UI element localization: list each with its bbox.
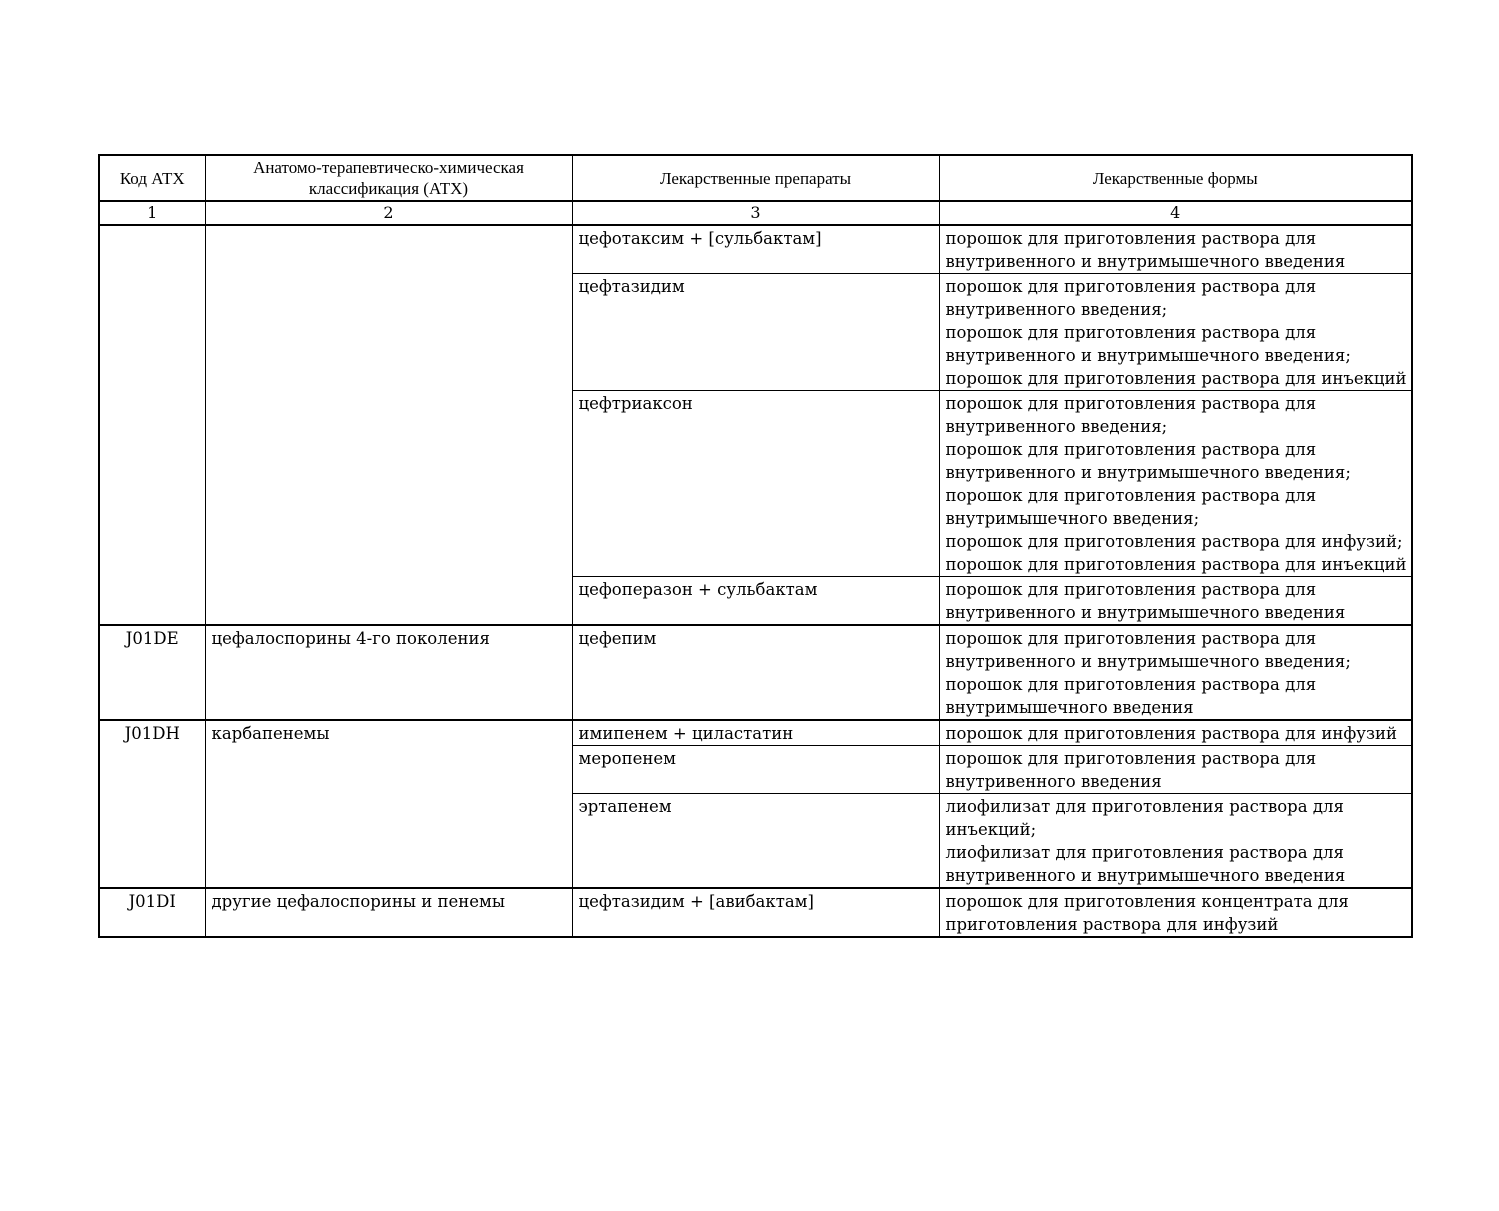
forms-cell bbox=[939, 888, 1412, 937]
forms-cell bbox=[939, 746, 1412, 794]
drug-cell: цефотаксим + [сульбактам] bbox=[572, 225, 939, 274]
form-line: внутримышечного введения; bbox=[945, 509, 1200, 528]
form-line: порошок для приготовления раствора для bbox=[945, 394, 1317, 413]
form-line: внутривенного введения; bbox=[945, 417, 1168, 436]
drug-cell: цефтазидим bbox=[572, 274, 939, 391]
header-dosage-forms: Лекарственные формы bbox=[939, 155, 1412, 201]
header-atx-code: Код АТХ bbox=[99, 155, 205, 201]
atx-code-cell: J01DH bbox=[99, 720, 205, 888]
drug-cell: цефоперазон + сульбактам bbox=[572, 577, 939, 626]
form-line: порошок для приготовления раствора для bbox=[945, 323, 1317, 342]
form-line: внутримышечного введения bbox=[945, 698, 1194, 717]
table-row bbox=[99, 888, 1412, 937]
form-line: внутривенного и внутримышечного введения bbox=[945, 866, 1346, 885]
form-line: внутривенного и внутримышечного введения; bbox=[945, 346, 1351, 365]
form-line: внутривенного и внутримышечного введения; bbox=[945, 463, 1351, 482]
forms-cell bbox=[939, 274, 1412, 391]
form-line: порошок для приготовления концентрата для bbox=[945, 892, 1349, 911]
form-line: порошок для приготовления раствора для инъекций bbox=[945, 555, 1407, 574]
forms-cell bbox=[939, 625, 1412, 720]
column-number: 4 bbox=[939, 201, 1412, 225]
form-line: порошок для приготовления раствора для bbox=[945, 749, 1317, 768]
atx-classification-cell: карбапенемы bbox=[205, 720, 572, 888]
atx-classification-cell: другие цефалоспорины и пенемы bbox=[205, 888, 572, 937]
forms-cell bbox=[939, 794, 1412, 889]
atx-classification-cell: цефалоспорины 4-го поколения bbox=[205, 625, 572, 720]
atx-code-cell: J01DE bbox=[99, 625, 205, 720]
form-line: порошок для приготовления раствора для инфузий bbox=[945, 724, 1397, 743]
table-row bbox=[99, 625, 1412, 720]
forms-cell bbox=[939, 391, 1412, 577]
column-number: 2 bbox=[205, 201, 572, 225]
atx-drug-table bbox=[98, 154, 1413, 938]
header-atx-classification: Анатомо-терапевтическо-химическая классификация (АТХ) bbox=[205, 155, 572, 201]
form-line: инъекций; bbox=[945, 820, 1037, 839]
form-line: приготовления раствора для инфузий bbox=[945, 915, 1279, 934]
form-line: лиофилизат для приготовления раствора для bbox=[945, 797, 1344, 816]
table-row bbox=[99, 720, 1412, 746]
form-line: порошок для приготовления раствора для bbox=[945, 486, 1317, 505]
form-line: внутривенного и внутримышечного введения bbox=[945, 252, 1346, 271]
form-line: порошок для приготовления раствора для bbox=[945, 675, 1317, 694]
form-line: порошок для приготовления раствора для bbox=[945, 229, 1317, 248]
form-line: внутривенного введения; bbox=[945, 300, 1168, 319]
atx-code-cell bbox=[99, 225, 205, 625]
drug-cell: цефепим bbox=[572, 625, 939, 720]
drug-cell: эртапенем bbox=[572, 794, 939, 889]
forms-cell bbox=[939, 577, 1412, 626]
table-row bbox=[99, 225, 1412, 274]
form-line: внутривенного и внутримышечного введения bbox=[945, 603, 1346, 622]
form-line: внутривенного введения bbox=[945, 772, 1162, 791]
column-number: 1 bbox=[99, 201, 205, 225]
form-line: лиофилизат для приготовления раствора для bbox=[945, 843, 1344, 862]
column-number: 3 bbox=[572, 201, 939, 225]
atx-classification-cell bbox=[205, 225, 572, 625]
forms-cell bbox=[939, 225, 1412, 274]
drug-cell: меропенем bbox=[572, 746, 939, 794]
drug-cell: имипенем + циластатин bbox=[572, 720, 939, 746]
atx-code-cell: J01DI bbox=[99, 888, 205, 937]
form-line: внутривенного и внутримышечного введения; bbox=[945, 652, 1351, 671]
form-line: порошок для приготовления раствора для bbox=[945, 580, 1317, 599]
form-line: порошок для приготовления раствора для bbox=[945, 440, 1317, 459]
header-row bbox=[99, 155, 1412, 201]
form-line: порошок для приготовления раствора для bbox=[945, 277, 1317, 296]
form-line: порошок для приготовления раствора для bbox=[945, 629, 1317, 648]
forms-cell bbox=[939, 720, 1412, 746]
form-line: порошок для приготовления раствора для инъекций bbox=[945, 369, 1407, 388]
column-number-row bbox=[99, 201, 1412, 225]
header-drugs: Лекарственные препараты bbox=[572, 155, 939, 201]
form-line: порошок для приготовления раствора для инфузий; bbox=[945, 532, 1403, 551]
drug-cell: цефтазидим + [авибактам] bbox=[572, 888, 939, 937]
drug-cell: цефтриаксон bbox=[572, 391, 939, 577]
